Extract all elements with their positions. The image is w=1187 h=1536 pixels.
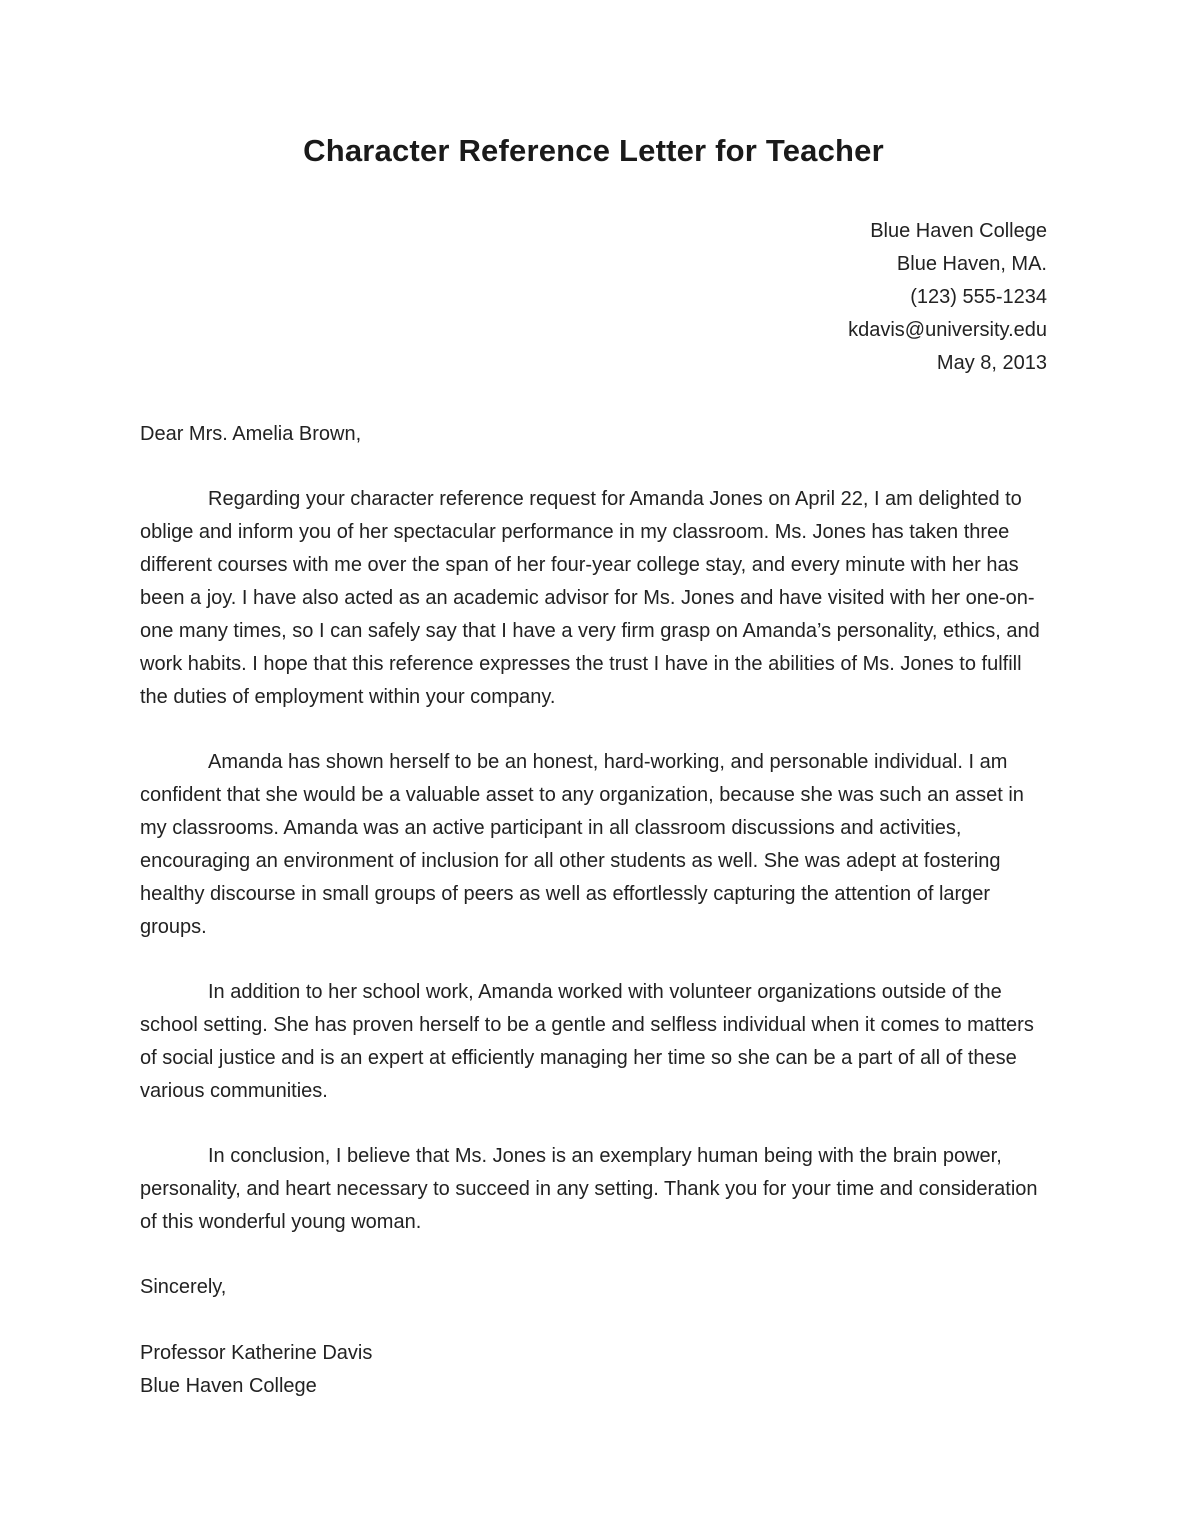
closing-valediction: Sincerely, (140, 1276, 227, 1298)
sender-organization: Blue Haven College (870, 220, 1047, 242)
body-paragraph-2: Amanda has shown herself to be an honest, hard-working, and personable individual. I am confident that she would be a valuable asset to any organization, because she was such an asset in my classrooms. Amanda was an active participant in all classroom discussions and activities, encouraging an environment of inclusion for all other students as well. She was adept at fostering healthy discourse in small groups of peers as well as effortlessly capturing the attention of larger groups. (140, 751, 1024, 938)
body-paragraph-1: Regarding your character reference request for Amanda Jones on April 22, I am delighted to oblige and inform you of her spectacular performance in my classroom. Ms. Jones has taken three different courses with me over the span of her four-year college stay, and every minute with her has been a joy. I have also acted as an academic advisor for Ms. Jones and have visited with her one-on-one many times, so I can safely say that I have a very firm grasp on Amanda’s personality, ethics, and work habits. I hope that this reference expresses the trust I have in the abilities of Ms. Jones to fulfill the duties of employment within your company. (140, 488, 1040, 708)
signature-organization: Blue Haven College (140, 1375, 317, 1397)
signature-name: Professor Katherine Davis (140, 1342, 373, 1364)
sender-email: kdavis@university.edu (848, 319, 1047, 341)
signature-block (140, 1337, 1047, 1403)
sender-location: Blue Haven, MA. (896, 253, 1047, 275)
document-title: Character Reference Letter for Teacher (303, 133, 884, 168)
sender-phone: (123) 555-1234 (910, 286, 1047, 308)
letter-date: May 8, 2013 (936, 352, 1047, 374)
body-paragraph-4: In conclusion, I believe that Ms. Jones is an exemplary human being with the brain power, personality, and heart necessary to succeed in any setting. Thank you for your time and consideration of this wonderful young woman. (140, 1145, 1038, 1233)
body-paragraph-3: In addition to her school work, Amanda worked with volunteer organizations outside of the school setting. She has proven herself to be a gentle and selfless individual when it comes to matters of social justice and is an expert at efficiently managing her time so she can be a part of all of these various communities. (140, 981, 1034, 1102)
salutation: Dear Mrs. Amelia Brown, (140, 423, 362, 445)
sender-address-block (140, 215, 1047, 380)
